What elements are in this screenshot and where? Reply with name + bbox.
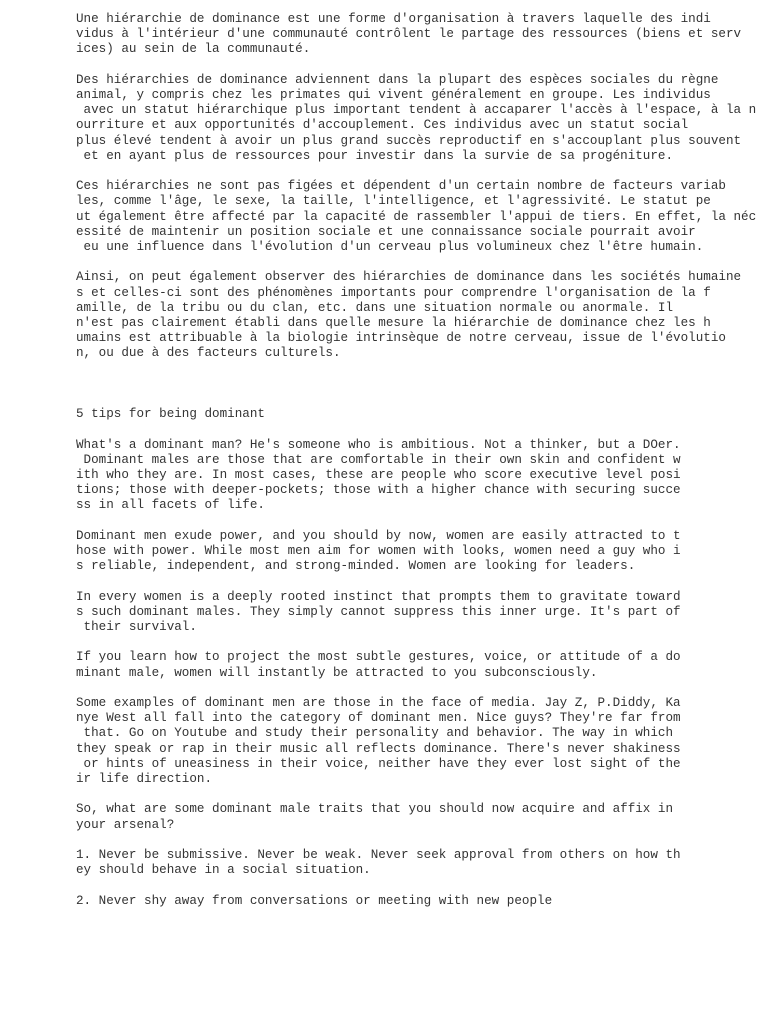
- text-line: ey should behave in a social situation.: [76, 863, 371, 878]
- text-line: their survival.: [76, 620, 197, 634]
- french-paragraph: [76, 179, 756, 255]
- text-line: In every women is a deeply rooted instinct that prompts them to gravitate toward: [76, 589, 681, 604]
- text-line: ss in all facets of life.: [76, 498, 265, 513]
- text-line: avec un statut hiérarchique plus important tendent à accaparer l'accès à l'espace, à la n: [76, 103, 757, 118]
- text-line: Dominant males are those that are comfortable in their own skin and confident w: [76, 452, 681, 467]
- text-line: Ces hiérarchies ne sont pas figées et dépendent d'un certain nombre de facteurs variab: [76, 179, 726, 194]
- french-paragraph: [76, 270, 756, 361]
- text-line: et en ayant plus de ressources pour investir dans la survie de sa progéniture.: [76, 148, 674, 163]
- text-line: Des hiérarchies de dominance adviennent dans la plupart des espèces sociales du règne: [76, 72, 719, 87]
- english-paragraph: [76, 802, 756, 832]
- french-paragraph: [76, 12, 756, 58]
- text-line: n, ou due à des facteurs culturels.: [76, 346, 341, 361]
- title-line: 5 tips for being dominant: [76, 407, 265, 422]
- text-line: vidus à l'intérieur d'une communauté contrôlent le partage des ressources (biens et serv: [76, 27, 742, 42]
- document-page: [76, 12, 756, 924]
- text-line: hose with power. While most men aim for women with looks, women need a guy who i: [76, 544, 681, 558]
- text-line: they speak or rap in their music all reflects dominance. There's never shakiness: [76, 741, 681, 756]
- text-line: essité de maintenir un position sociale et une connaissance sociale pourrait avoir: [76, 224, 696, 239]
- text-line: 2. Never shy away from conversations or meeting with new people: [76, 893, 553, 908]
- text-line: 1. Never be submissive. Never be weak. Never seek approval from others on how th: [76, 847, 681, 862]
- english-paragraph: [76, 696, 756, 787]
- english-paragraph: [76, 894, 756, 909]
- text-line: s such dominant males. They simply cannot suppress this inner urge. It's part of: [76, 604, 681, 619]
- text-line: eu une influence dans l'évolution d'un cerveau plus volumineux chez l'être humain.: [76, 240, 704, 255]
- text-line: n'est pas clairement établi dans quelle mesure la hiérarchie de dominance chez les h: [76, 316, 711, 331]
- text-line: or hints of uneasiness in their voice, neither have they ever lost sight of the: [76, 756, 681, 771]
- text-line: minant male, women will instantly be attracted to you subconsciously.: [76, 665, 598, 680]
- english-paragraph: [76, 650, 756, 680]
- text-line: nye West all fall into the category of dominant men. Nice guys? They're far from: [76, 711, 681, 726]
- text-line: tions; those with deeper-pockets; those with a higher chance with securing succe: [76, 483, 681, 498]
- text-line: Some examples of dominant men are those in the face of media. Jay Z, P.Diddy, Ka: [76, 695, 681, 710]
- text-line: les, comme l'âge, le sexe, la taille, l'intelligence, et l'agressivité. Le statut pe: [76, 194, 711, 209]
- text-line: ith who they are. In most cases, these are people who score executive level posi: [76, 468, 681, 482]
- english-paragraph: [76, 848, 756, 878]
- text-line: plus élevé tendent à avoir un plus grand succès reproductif en s'accouplant plus souvent: [76, 133, 742, 148]
- text-line: Une hiérarchie de dominance est une forme d'organisation à travers laquelle des indi: [76, 12, 711, 26]
- text-line: What's a dominant man? He's someone who is ambitious. Not a thinker, but a DOer.: [76, 437, 681, 452]
- section-spacer: [76, 377, 756, 407]
- text-line: that. Go on Youtube and study their personality and behavior. The way in which: [76, 726, 674, 741]
- text-line: amille, de la tribu ou du clan, etc. dans une situation normale ou anormale. Il: [76, 300, 674, 315]
- french-paragraph: [76, 73, 756, 164]
- text-line: ices) au sein de la communauté.: [76, 42, 311, 57]
- english-paragraph: [76, 590, 756, 636]
- text-line: s et celles-ci sont des phénomènes importants pour comprendre l'organisation de la f: [76, 285, 711, 300]
- english-paragraph: [76, 438, 756, 514]
- french-section: [76, 12, 756, 362]
- english-section: [76, 438, 756, 909]
- text-line: So, what are some dominant male traits that you should now acquire and affix in: [76, 802, 674, 817]
- text-line: Ainsi, on peut également observer des hiérarchies de dominance dans les sociétés humaine: [76, 270, 742, 285]
- text-line: ut également être affecté par la capacité de rassembler l'appui de tiers. En effet, la néc: [76, 209, 757, 224]
- text-line: s reliable, independent, and strong-minded. Women are looking for leaders.: [76, 559, 636, 574]
- text-line: ourriture et aux opportunités d'accouplement. Ces individus avec un statut social: [76, 118, 689, 133]
- text-line: ir life direction.: [76, 772, 213, 786]
- text-line: animal, y compris chez les primates qui vivent généralement en groupe. Les individus: [76, 88, 711, 102]
- text-line: If you learn how to project the most subtle gestures, voice, or attitude of a do: [76, 650, 681, 665]
- text-line: your arsenal?: [76, 817, 175, 832]
- text-line: Dominant men exude power, and you should by now, women are easily attracted to t: [76, 528, 681, 543]
- english-paragraph: [76, 529, 756, 575]
- english-title: [76, 407, 756, 422]
- text-line: umains est attribuable à la biologie intrinsèque de notre cerveau, issue de l'évolutio: [76, 331, 726, 346]
